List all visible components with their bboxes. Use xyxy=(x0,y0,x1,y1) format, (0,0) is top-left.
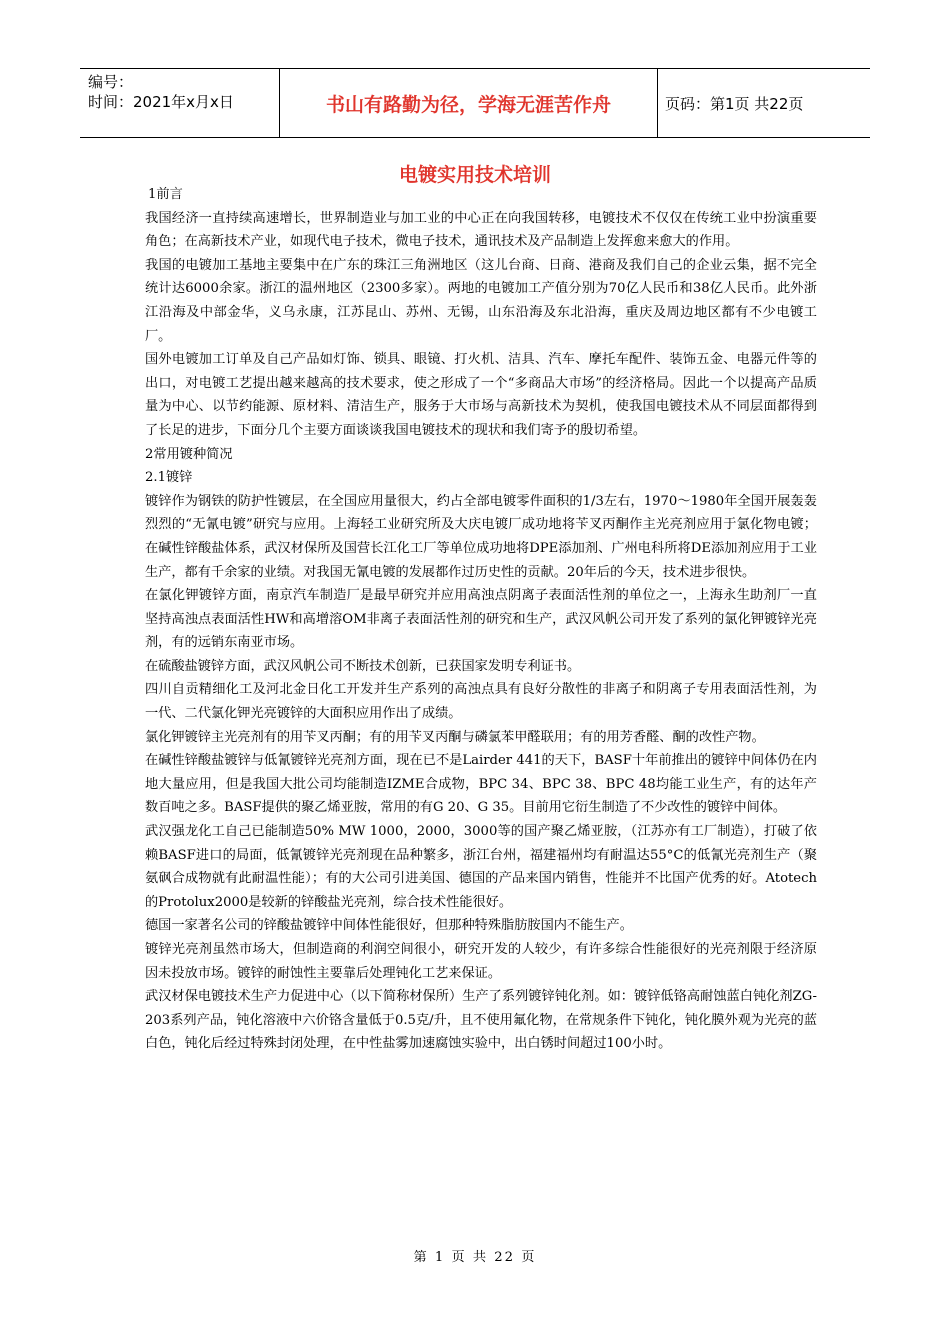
body-paragraph: 国外电镀加工订单及自己产品如灯饰、锁具、眼镜、打火机、洁具、汽车、摩托车配件、装饰五金、电器元件等的出口，对电镀工艺提出越来越高的技术要求，使之形成了一个“多商品大市场”的经济格局。因此一个以提高产品质量为中心、以节约能源、原材料、清洁生产，服务于大市场与高新技术为契机，使我国电镀技术从不同层面都得到了长足的进步，下面分几个主要方面谈谈我国电镀技术的现状和我们寄予的殷切希望。 xyxy=(145,352,817,438)
page-header xyxy=(80,68,870,138)
body-paragraph: 镀锌光亮剂虽然市场大，但制造商的利润空间很小，研究开发的人较少，有许多综合性能很好的光亮剂限于经济原因未投放市场。镀锌的耐蚀性主要靠后处理钝化工艺来保证。 xyxy=(145,942,817,981)
body-paragraph: 2常用镀种简况 xyxy=(145,446,233,462)
body-paragraph: 在碱性锌酸盐镀锌与低氰镀锌光亮剂方面，现在已不是Lairder 441的天下，BASF十年前推出的镀锌中间体仍在内地大量应用，但是我国大批公司均能制造IZME合成物，BPC 34、BPC 38、BPC 48均能工业生产，有的达年产数百吨之多。BASF提供的聚乙烯亚胺，常用的有G 20、G 35。目前用它衍生制造了不少改性的镀锌中间体。 xyxy=(145,753,817,816)
page-footer: 第 1 页 共 22 页 xyxy=(413,1250,537,1265)
body-paragraph: 德国一家著名公司的锌酸盐镀锌中间体性能很好，但那种特殊脂肪胺国内不能生产。 xyxy=(145,918,633,934)
body-paragraph: 在硫酸盐镀锌方面，武汉风帆公司不断技术创新，已获国家发明专利证书。 xyxy=(145,658,581,674)
document-number-label: 编号： xyxy=(88,73,134,91)
body-paragraph: 四川自贡精细化工及河北金日化工开发并生产系列的高浊点具有良好分散性的非离子和阴离子专用表面活性剂，为一代、二代氯化钾光亮镀锌的大面积应用作出了成绩。 xyxy=(145,682,817,722)
body-paragraph: 在氯化钾镀锌方面，南京汽车制造厂是最早研究并应用高浊点阴离子表面活性剂的单位之一，上海永生助剂厂一直坚持高浊点表面活性HW和高增溶OM非离子表面活性剂的研究和生产，武汉风帆公司开发了系列的氯化钾镀锌光亮剂，有的远销东南亚市场。 xyxy=(145,588,817,651)
body-paragraph: 2.1镀锌 xyxy=(145,470,193,486)
document-body xyxy=(145,183,817,1056)
body-paragraph: 我国经济一直持续高速增长，世界制造业与加工业的中心正在向我国转移，电镀技术不仅仅在传统工业中扮演重要角色；在高新技术产业，如现代电子技术，微电子技术，通讯技术及产品制造上发挥愈来愈大的作用。 xyxy=(145,210,817,250)
document-time-label: 时间：2021年x月x日 xyxy=(88,93,234,111)
document-title: 电镀实用技术培训 xyxy=(398,164,551,186)
body-paragraph: 氯化钾镀锌主光亮剂有的用苄叉丙酮；有的用苄叉丙酮与磷氯苯甲醛联用；有的用芳香醛、酮的改性产物。 xyxy=(145,729,765,745)
body-paragraph: 武汉强龙化工自己已能制造50% MW 1000，2000，3000等的国产聚乙烯亚胺，（江苏亦有工厂制造），打破了依赖BASF进口的局面，低氰镀锌光亮剂现在品种繁多，浙江台州，福建福州均有耐温达55°C的低氰光亮剂生产（聚氨砜合成物就有此耐温性能）；有的大公司引进美国、德国的产品来国内销售，性能并不比国产优秀的好。Atotech的Protolux2000是较新的锌酸盐光亮剂，综合技术性能很好。 xyxy=(145,824,817,910)
header-motto: 书山有路勤为径，学海无涯苦作舟 xyxy=(280,69,658,137)
header-meta xyxy=(80,69,280,137)
body-paragraph: 镀锌作为钢铁的防护性镀层，在全国应用量很大，约占全部电镀零件面积的1/3左右，1970～1980年全国开展轰轰烈烈的“无氰电镀”研究与应用。上海轻工业研究所及大庆电镀厂成功地将苄叉丙酮作主光亮剂应用于氯化物电镀；在碱性锌酸盐体系，武汉材保所及国营长江化工厂等单位成功地将DPE添加剂、广州电科所将DE添加剂应用于工业生产，都有千余家的业绩。对我国无氰电镀的发展都作过历史性的贡献。20年后的今天，技术进步很快。 xyxy=(145,493,817,580)
header-page-info: 页码：第1页 共22页 xyxy=(665,94,804,113)
body-paragraph: 我国的电镀加工基地主要集中在广东的珠江三角洲地区（这儿台商、日商、港商及我们自己的企业云集，据不完全统计达6000余家。浙江的温州地区（2300多家）。两地的电镀加工产值分别为70亿人民币和38亿人民币。此外浙江沿海及中部金华，义乌永康，江苏昆山、苏州、无锡，山东沿海及东北沿海，重庆及周边地区都有不少电镀工厂。 xyxy=(145,257,817,344)
body-paragraph: 武汉材保电镀技术生产力促进中心（以下简称材保所）生产了系列镀锌钝化剂。如：镀锌低铬高耐蚀蓝白钝化剂ZG-203系列产品，钝化溶液中六价铬含量低于0.5克/升，且不使用氟化物，在常规条件下钝化，钝化膜外观为光亮的蓝白色，钝化后经过特殊封闭处理，在中性盐雾加速腐蚀实验中，出白锈时间超过100小时。 xyxy=(145,989,817,1052)
section-heading: 1前言 xyxy=(148,187,183,202)
